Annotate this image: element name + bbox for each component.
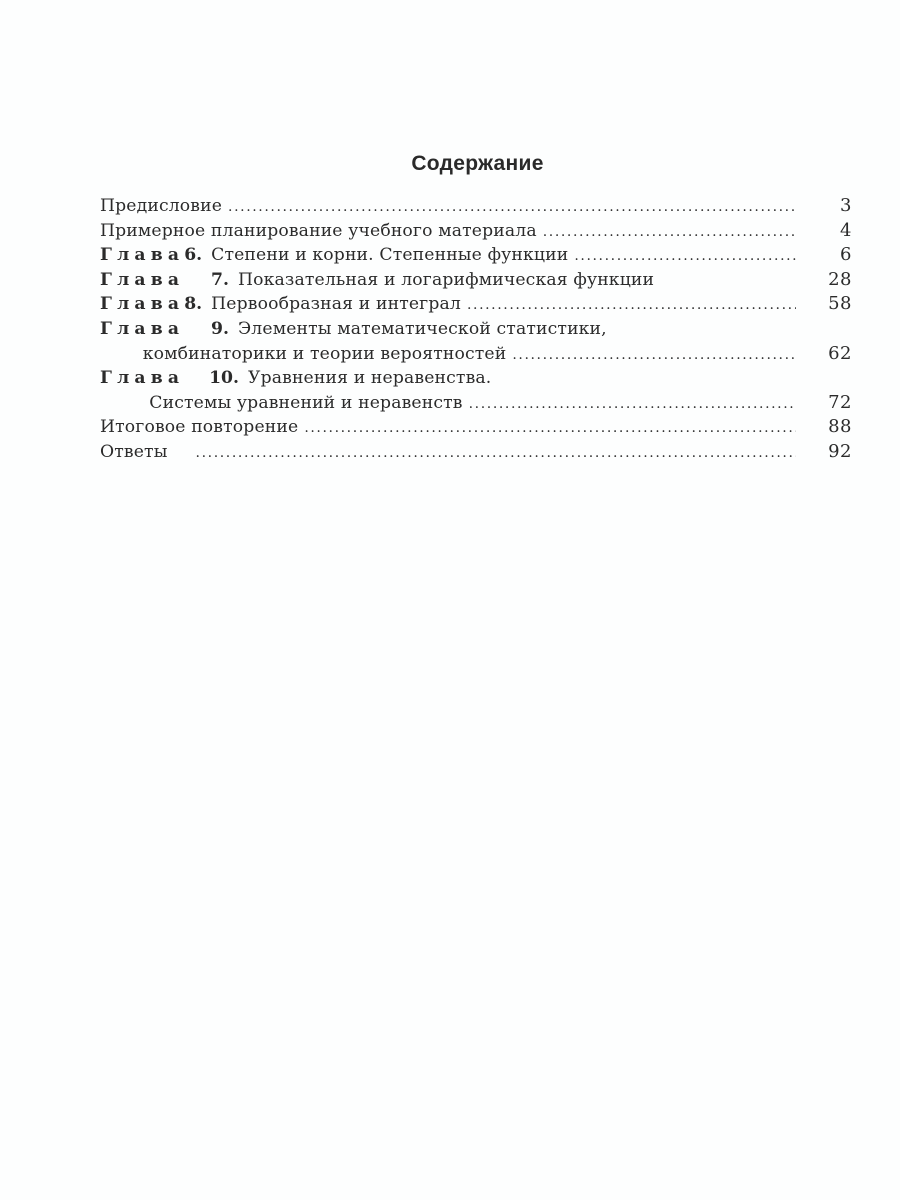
dot-leader bbox=[574, 244, 796, 269]
page-number: 28 bbox=[828, 268, 852, 290]
entry-title: Элементы математической статистики, bbox=[238, 318, 607, 339]
dot-leader bbox=[467, 293, 796, 318]
entry-title-continuation: Системы уравнений и неравенств bbox=[149, 392, 463, 413]
page-number: 4 bbox=[840, 219, 852, 241]
toc-entry-chapter-7[interactable] bbox=[100, 268, 852, 293]
chapter-number: 8. bbox=[184, 294, 203, 315]
toc-entry-chapter-10[interactable] bbox=[100, 366, 852, 391]
table-of-contents bbox=[100, 194, 852, 465]
entry-title: Первообразная и интеграл bbox=[211, 294, 461, 315]
entry-title: Ответы bbox=[100, 441, 168, 462]
page-number: 3 bbox=[840, 195, 852, 216]
chapter-label: Глава bbox=[100, 368, 185, 389]
dot-leader bbox=[543, 220, 796, 245]
toc-entry-chapter-9-continuation[interactable] bbox=[100, 342, 852, 367]
entry-title: Степени и корни. Степенные функции bbox=[211, 245, 569, 266]
page-number: 62 bbox=[828, 342, 852, 364]
entry-title: Предисловие bbox=[100, 196, 223, 216]
chapter-label: Глава bbox=[100, 245, 185, 266]
toc-entry-answers[interactable] bbox=[100, 440, 852, 465]
chapter-number: 6. bbox=[184, 245, 203, 266]
toc-entry-preface[interactable] bbox=[100, 194, 852, 219]
chapter-label: Глава bbox=[100, 294, 185, 315]
toc-entry-chapter-10-continuation[interactable] bbox=[100, 391, 852, 416]
toc-entry-final-review[interactable] bbox=[100, 415, 852, 440]
chapter-number: 9. bbox=[211, 318, 229, 339]
page-number: 72 bbox=[828, 391, 852, 413]
page-number: 6 bbox=[840, 244, 852, 266]
page-number: 58 bbox=[828, 293, 852, 315]
chapter-label: Глава bbox=[100, 318, 185, 339]
entry-title: Показательная и логарифмическая функции bbox=[238, 269, 655, 290]
toc-entry-chapter-6[interactable] bbox=[100, 243, 852, 268]
entry-title: Примерное планирование учебного материала bbox=[100, 220, 537, 241]
entry-title: Уравнения и неравенства. bbox=[248, 368, 492, 389]
dot-leader bbox=[512, 343, 796, 368]
toc-entry-planning[interactable] bbox=[100, 219, 852, 244]
entry-title: Итоговое повторение bbox=[100, 417, 299, 438]
toc-entry-chapter-9[interactable] bbox=[100, 317, 852, 342]
entry-title-continuation: комбинаторики и теории вероятностей bbox=[142, 343, 507, 364]
page-title: Содержание bbox=[411, 152, 544, 175]
chapter-number: 7. bbox=[211, 269, 229, 290]
page-number: 88 bbox=[828, 416, 852, 438]
chapter-number: 10. bbox=[209, 368, 239, 389]
chapter-label: Глава bbox=[100, 269, 185, 290]
toc-entry-chapter-8[interactable] bbox=[100, 292, 852, 317]
page-number: 92 bbox=[828, 440, 852, 462]
dot-leader bbox=[228, 195, 796, 220]
dot-leader bbox=[469, 392, 796, 417]
dot-leader bbox=[304, 416, 796, 441]
dot-leader bbox=[196, 441, 796, 466]
